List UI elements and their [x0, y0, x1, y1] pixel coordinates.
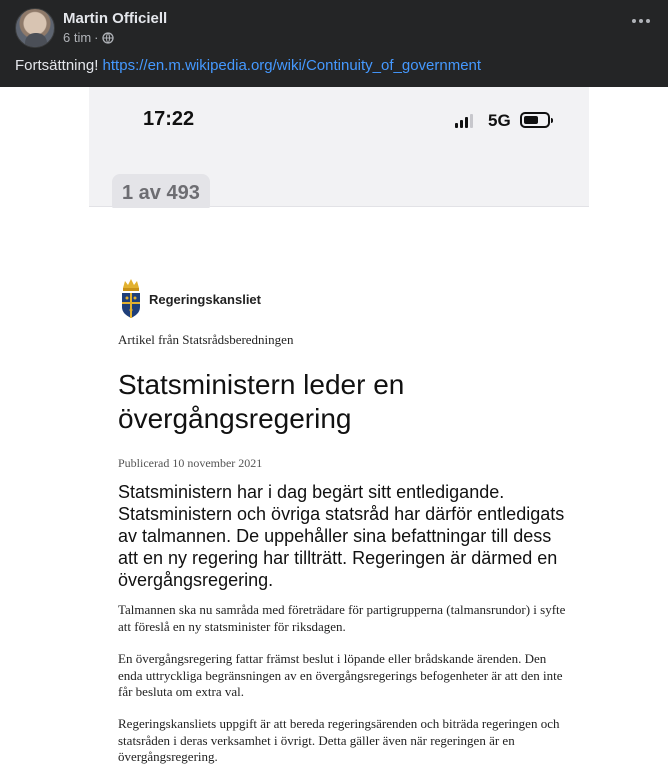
organization-name: Regeringskansliet	[149, 292, 261, 307]
facebook-post-header	[0, 0, 668, 87]
shared-screenshot[interactable]	[89, 87, 589, 778]
globe-icon	[102, 32, 114, 44]
article-kicker: Artikel från Statsrådsberedningen	[118, 332, 294, 347]
network-label: 5G	[488, 111, 511, 130]
battery-icon	[520, 112, 550, 128]
post-message: Fortsättning!	[15, 57, 99, 74]
post-meta	[63, 30, 114, 45]
phone-status-bar	[89, 87, 589, 152]
article-paragraph: En övergångsregering fattar främst beslut i löpande eller brådskande ärenden. Den enda uttryckliga begränsningen av en övergångsregerings befogenheter är att den inte får besluta om extra val.	[118, 651, 563, 699]
crown-shield-logo-icon	[119, 278, 143, 318]
post-link[interactable]: https://en.m.wikipedia.org/wiki/Continuity_of_government	[102, 57, 482, 74]
post-time[interactable]: 6 tim	[63, 30, 92, 45]
signal-icon	[455, 114, 473, 128]
meta-separator: ·	[94, 30, 99, 45]
article-lead: Statsministern har i dag begärt sitt entledigande. Statsministern och övriga statsråd har därför entledigats av talmannen. De uppehåller sina befattningar till dess att en ny regering har tillträtt. Regeringen är därmed en övergångsregering.	[118, 482, 565, 590]
article-headline: Statsministern leder en övergångsregering	[118, 369, 405, 434]
article-paragraph: Talmannen ska nu samråda med företrädare för partigrupperna (talmansrundor) i syfte att föreslå en ny statsminister för riksdagen.	[118, 602, 566, 634]
author-name[interactable]: Martin Officiell	[63, 10, 168, 27]
document-page	[89, 208, 589, 778]
publish-date: Publicerad 10 november 2021	[118, 456, 263, 470]
more-options-icon[interactable]	[632, 16, 652, 26]
post-text	[15, 57, 481, 74]
page-indicator: 1 av 493	[112, 174, 210, 213]
avatar[interactable]	[15, 8, 55, 48]
article-paragraph: Regeringskansliets uppgift är att bereda regeringsärenden och biträda regeringen och statsråden i deras verksamhet i övrigt. Detta gäller även när regeringen är en övergångsregering.	[118, 716, 560, 764]
status-time: 17:22	[143, 108, 195, 130]
